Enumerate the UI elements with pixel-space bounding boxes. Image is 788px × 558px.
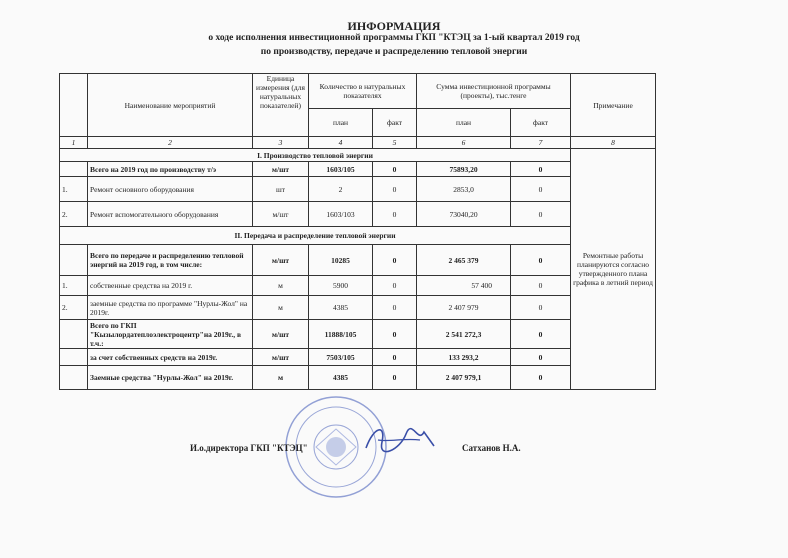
- row-sum-fact: 0: [511, 177, 571, 202]
- row-unit: м: [253, 366, 309, 390]
- table-row: [60, 202, 656, 227]
- row-num: [60, 366, 88, 390]
- col-number: 5: [373, 137, 417, 149]
- row-qty-fact: 0: [373, 177, 417, 202]
- col-number: 1: [60, 137, 88, 149]
- col-number: 4: [309, 137, 373, 149]
- row-name: Всего по ГКП "Кызылордатеплоэлектроцентр"на 2019г., в т.ч.:: [88, 320, 253, 349]
- col-number: 2: [88, 137, 253, 149]
- row-qty-plan: 2: [309, 177, 373, 202]
- row-sum-plan: 133 293,2: [417, 349, 511, 366]
- col-number: 7: [511, 137, 571, 149]
- row-qty-fact: 0: [373, 349, 417, 366]
- row-name: Всего на 2019 год по производству т/э: [88, 162, 253, 177]
- table-row: [60, 162, 656, 177]
- row-name: Ремонт основного оборудования: [88, 177, 253, 202]
- section-heading: II. Передача и распределение тепловой энергии: [60, 227, 571, 245]
- row-sum-plan: 57 400: [417, 276, 511, 296]
- row-qty-plan: 7503/105: [309, 349, 373, 366]
- row-sum-plan: 2 541 272,3: [417, 320, 511, 349]
- row-qty-fact: 0: [373, 162, 417, 177]
- signatory-position: И.о.директора ГКП "КТЭЦ": [190, 443, 308, 453]
- row-sum-fact: 0: [511, 349, 571, 366]
- row-name: Заемные средства "Нурлы-Жол" на 2019г.: [88, 366, 253, 390]
- row-unit: м/шт: [253, 320, 309, 349]
- row-sum-plan: 2 407 979: [417, 296, 511, 320]
- row-unit: м: [253, 276, 309, 296]
- header-name: Наименование мероприятий: [88, 74, 253, 137]
- col-number: 6: [417, 137, 511, 149]
- row-qty-plan: 4385: [309, 296, 373, 320]
- table-row: [60, 349, 656, 366]
- investment-table: [59, 73, 656, 390]
- document-title: ИНФОРМАЦИЯ: [347, 19, 441, 33]
- col-number: 8: [571, 137, 656, 149]
- document-subtitle-2: по производству, передаче и распределению тепловой энергии: [260, 47, 528, 57]
- note-cell: Ремонтные работы планируются согласно утвержденного плана графика в летний период: [571, 149, 656, 390]
- header-sum: Сумма инвестиционной программы (проекты), тыс.тенге: [417, 74, 571, 109]
- row-num: [60, 245, 88, 276]
- row-num: 2.: [60, 202, 88, 227]
- document-subtitle: о ходе исполнения инвестиционной программы ГКП "КТЭЦ за 1-ый квартал 2019 год: [208, 33, 580, 43]
- section-heading: I. Производство тепловой энергии: [60, 149, 571, 162]
- row-name: заемные средства по программе "Нурлы-Жол" на 2019г.: [88, 296, 253, 320]
- header-qty-plan: план: [309, 109, 373, 137]
- row-name: Всего по передаче и распределению тепловой энергий на 2019 год, в том числе:: [88, 245, 253, 276]
- row-sum-plan: 2 465 379: [417, 245, 511, 276]
- table-row: [60, 320, 656, 349]
- table-row: [60, 245, 656, 276]
- table-row: [60, 366, 656, 390]
- row-qty-plan: 4385: [309, 366, 373, 390]
- row-name: Ремонт вспомогательного оборудования: [88, 202, 253, 227]
- row-qty-fact: 0: [373, 320, 417, 349]
- header-sum-plan: план: [417, 109, 511, 137]
- row-sum-fact: 0: [511, 366, 571, 390]
- header-unit: Единица измерения (для натуральных показателей): [253, 74, 309, 137]
- row-num: [60, 320, 88, 349]
- row-qty-plan: 1603/105: [309, 162, 373, 177]
- row-unit: м: [253, 296, 309, 320]
- row-qty-fact: 0: [373, 276, 417, 296]
- row-sum-fact: 0: [511, 296, 571, 320]
- row-num: [60, 162, 88, 177]
- row-unit: шт: [253, 177, 309, 202]
- row-name: собственные средства на 2019 г.: [88, 276, 253, 296]
- row-unit: м/шт: [253, 202, 309, 227]
- row-sum-plan: 73040,20: [417, 202, 511, 227]
- table-row: [60, 296, 656, 320]
- row-sum-fact: 0: [511, 162, 571, 177]
- row-unit: м/шт: [253, 162, 309, 177]
- row-sum-plan: 2853,0: [417, 177, 511, 202]
- row-qty-fact: 0: [373, 366, 417, 390]
- row-qty-fact: 0: [373, 296, 417, 320]
- row-qty-fact: 0: [373, 245, 417, 276]
- row-sum-fact: 0: [511, 320, 571, 349]
- table-row: [60, 276, 656, 296]
- row-sum-fact: 0: [511, 276, 571, 296]
- row-unit: м/шт: [253, 349, 309, 366]
- row-qty-plan: 1603/103: [309, 202, 373, 227]
- row-name: за счет собственных средств на 2019г.: [88, 349, 253, 366]
- row-qty-plan: 10285: [309, 245, 373, 276]
- signatory-name: Сатханов Н.А.: [462, 443, 521, 453]
- row-qty-plan: 11888/105: [309, 320, 373, 349]
- signature-mark: [360, 420, 440, 460]
- row-qty-plan: 5900: [309, 276, 373, 296]
- row-sum-fact: 0: [511, 202, 571, 227]
- row-num: [60, 349, 88, 366]
- column-numbers-row: [60, 137, 656, 149]
- col-number: 3: [253, 137, 309, 149]
- table-row: [60, 177, 656, 202]
- header-num: [60, 74, 88, 137]
- row-num: 1.: [60, 276, 88, 296]
- row-num: 1.: [60, 177, 88, 202]
- row-num: 2.: [60, 296, 88, 320]
- row-sum-plan: 2 407 979,1: [417, 366, 511, 390]
- header-note: Примечание: [571, 74, 656, 137]
- row-sum-plan: 75893,20: [417, 162, 511, 177]
- header-sum-fact: факт: [511, 109, 571, 137]
- header-qty: Количество в натуральных показателях: [309, 74, 417, 109]
- header-qty-fact: факт: [373, 109, 417, 137]
- row-sum-fact: 0: [511, 245, 571, 276]
- row-qty-fact: 0: [373, 202, 417, 227]
- row-unit: м/шт: [253, 245, 309, 276]
